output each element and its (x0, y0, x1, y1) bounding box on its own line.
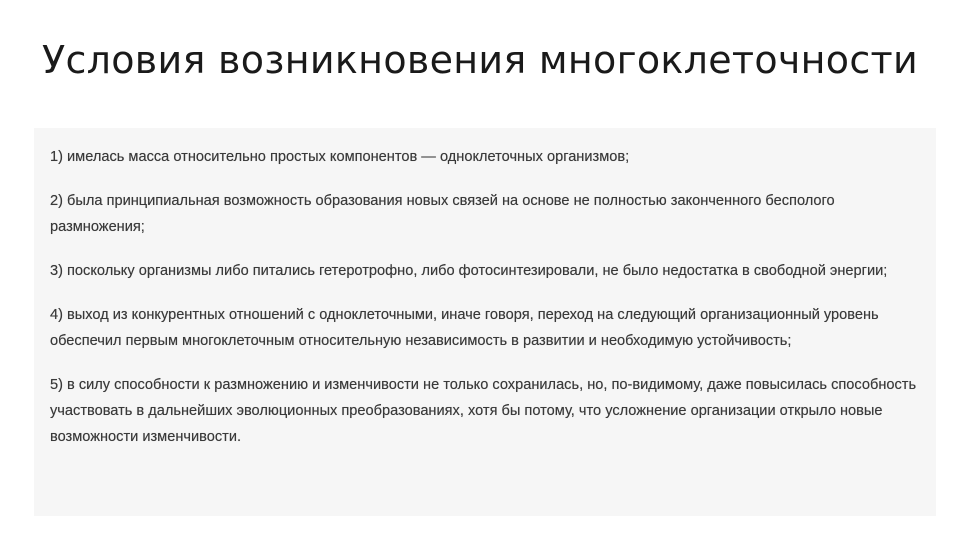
list-item-5: 5) в силу способности к размножению и изменчивости не только сохранилась, но, по-видимому, даже повысилась способность участвовать в дальнейших эволюционных преобразованиях, хотя бы потому, что усложнение организации открыло новые возможности изменчивости. (50, 377, 917, 445)
list-item-1: 1) имелась масса относительно простых компонентов — одноклеточных организмов; (50, 149, 630, 165)
list-item-2: 2) была принципиальная возможность образования новых связей на основе не полностью законченного бесполого размножения; (50, 193, 835, 235)
list-item-3: 3) поскольку организмы либо питались гетеротрофно, либо фотосинтезировали, не было недостатка в свободной энергии; (50, 263, 888, 279)
slide-title: Условия возникновения многоклеточности (42, 38, 918, 82)
list-item-4: 4) выход из конкурентных отношений с одноклеточными, иначе говоря, переход на следующий организационный уровень обеспечил первым многоклеточным относительную независимость в развитии и необходимую устойчивость; (50, 307, 879, 349)
content-text-image (34, 128, 936, 516)
